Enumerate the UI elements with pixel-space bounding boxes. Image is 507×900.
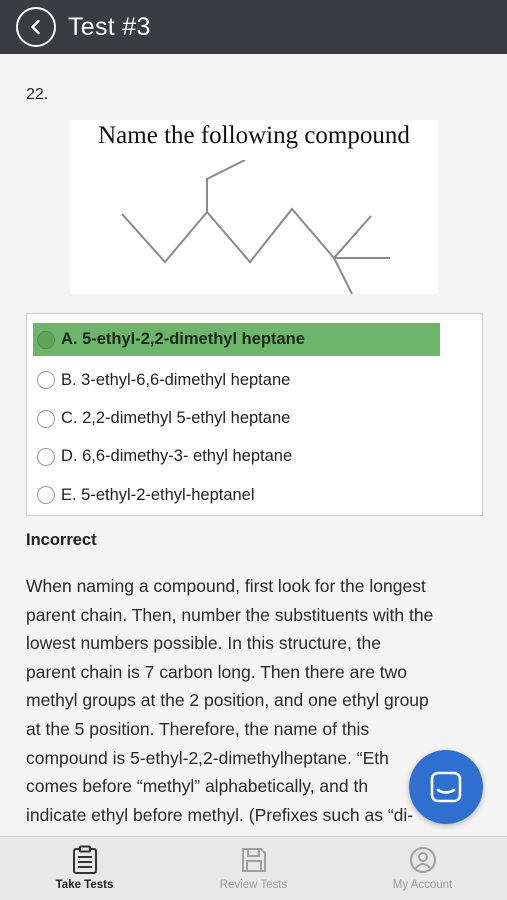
option-c[interactable] (27, 399, 482, 437)
option-e[interactable] (27, 476, 482, 514)
option-label: C. 2,2-dimethyl 5-ethyl heptane (61, 409, 291, 428)
question-content (0, 54, 507, 836)
option-label: E. 5-ethyl-2-ethyl-heptanel (61, 485, 255, 504)
chat-icon (429, 770, 463, 804)
skeletal-structure-diagram (70, 160, 438, 294)
tab-label: Take Tests (55, 879, 114, 891)
explanation-line: methyl groups at the 2 position, and one ethyl group (26, 690, 429, 711)
option-a[interactable] (33, 323, 440, 356)
option-b[interactable] (27, 361, 482, 399)
explanation-line: comes before “methyl” alphabetically, and th (26, 776, 369, 797)
tab-label: My Account (392, 879, 453, 891)
question-image (70, 120, 438, 294)
tab-label: Review Tests (219, 879, 288, 891)
option-label: A. 5-ethyl-2,2-dimethyl heptane (61, 330, 305, 348)
option-label: B. 3-ethyl-6,6-dimethyl heptane (61, 370, 291, 389)
explanation-line: parent chain. Then, number the substituents with the (26, 604, 434, 625)
question-number: 22. (26, 86, 49, 103)
bottom-tab-bar (0, 836, 507, 900)
back-button[interactable] (16, 7, 56, 47)
explanation-line: When naming a compound, first look for the longest (26, 576, 426, 596)
explanation-line: indicate ethyl before methyl. (Prefixes such as “di- (26, 804, 414, 825)
page-title: Test #3 (68, 12, 151, 41)
tab-take-tests[interactable] (0, 837, 169, 900)
option-d[interactable] (27, 438, 482, 476)
back-chevron-icon (28, 19, 44, 35)
explanation-line: at the 5 position. Therefore, the name of this (26, 718, 370, 739)
radio-button[interactable] (37, 486, 55, 504)
account-icon (408, 845, 438, 875)
header-bar (0, 0, 507, 54)
explanation-line: lowest numbers possible. In this structure, the (26, 633, 382, 654)
tab-review-tests[interactable] (169, 837, 338, 900)
option-label: D. 6,6-dimethy-3- ethyl heptane (61, 447, 293, 466)
result-status: Incorrect (26, 531, 97, 549)
floppy-disk-icon (239, 845, 269, 875)
radio-button[interactable] (37, 371, 55, 389)
question-prompt: Name the following compound (98, 122, 410, 149)
tab-my-account[interactable] (338, 837, 507, 900)
clipboard-icon (70, 845, 100, 875)
explanation-line: parent chain is 7 carbon long. Then there are two (26, 661, 408, 682)
radio-button[interactable] (37, 448, 55, 466)
chat-button[interactable] (409, 750, 483, 824)
radio-button[interactable] (37, 410, 55, 428)
answer-options (26, 313, 483, 516)
radio-button[interactable] (37, 331, 55, 349)
explanation-line: compound is 5-ethyl-2,2-dimethylheptane. “Eth (26, 747, 389, 768)
